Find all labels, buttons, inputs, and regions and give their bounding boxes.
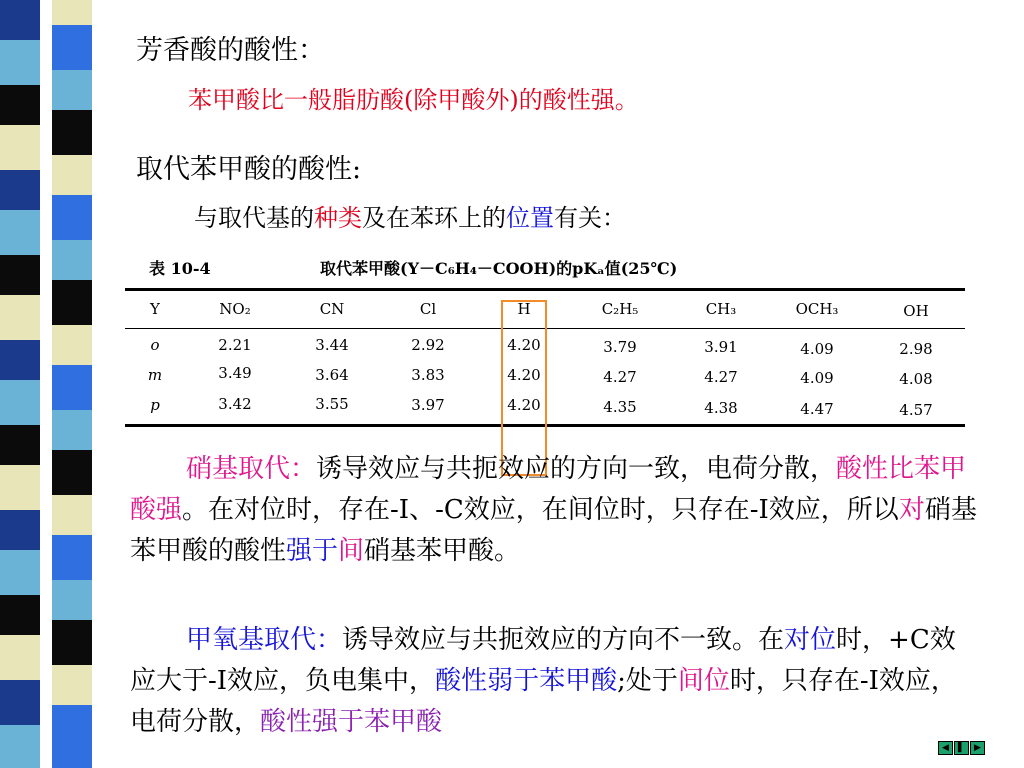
table-cell: 3.83	[411, 366, 445, 384]
table-cell: 3.79	[603, 338, 637, 356]
table-header: CN	[319, 300, 345, 318]
nitro-meta: 间	[338, 536, 365, 566]
methoxy-meta: 间位	[677, 666, 730, 696]
table-cell: 3.44	[315, 336, 349, 354]
table-cell: 4.27	[603, 368, 637, 386]
nitro-para: 对	[898, 495, 925, 525]
line2-position: 位置	[506, 204, 554, 232]
nitro-stronger-than: 强于	[286, 536, 339, 566]
line2-part-c: 及在苯环上的	[362, 204, 506, 232]
nitro-text-3: 硝基苯甲酸的酸性	[130, 495, 977, 566]
table-header: OCH₃	[795, 300, 839, 318]
table-cell: 3.91	[704, 338, 738, 356]
methoxy-weaker-acid: 酸性弱于苯甲酸	[435, 666, 618, 696]
statement-benzoic-acid: 苯甲酸比一般脂肪酸(除甲酸外)的酸性强。	[188, 86, 639, 114]
heading-substituted-benzoic-acidity: 取代苯甲酸的酸性:	[136, 154, 362, 185]
table-cell: 2.92	[411, 336, 445, 354]
table-cell: 3.49	[218, 364, 252, 382]
nav-prev-button[interactable]: ▌	[954, 741, 969, 755]
methoxy-label: 甲氧基取代：	[186, 625, 343, 655]
table-cell: 4.20	[507, 336, 541, 354]
table-caption-title: 取代苯甲酸(Y－C₆H₄－COOH)的pKₐ值(25℃)	[320, 259, 678, 278]
table-header: CH₃	[705, 300, 737, 318]
table-cell: 4.35	[603, 398, 637, 416]
table-header: NO₂	[219, 300, 251, 318]
paragraph-methoxy-substitution	[130, 620, 980, 743]
nitro-text-4: 硝基苯甲酸。	[364, 536, 521, 566]
table-top-rule	[125, 288, 965, 291]
methoxy-text-2: 时，+C效应大于-I效应，负电集中，	[130, 625, 956, 696]
line2-part-a: 与取代基的	[194, 204, 314, 232]
nav-first-button[interactable]: ◀	[938, 741, 953, 755]
table-cell: 3.64	[315, 366, 349, 384]
table-cell: 2.98	[899, 340, 933, 358]
pka-table	[125, 252, 965, 432]
table-header: OH	[903, 302, 929, 320]
heading-aromatic-acidity: 芳香酸的酸性：	[136, 35, 325, 66]
nav-next-button[interactable]: ▶	[970, 741, 985, 755]
methoxy-text-4: 时，只存在-I效应，电荷分散，	[130, 666, 957, 737]
table-cell: 4.20	[507, 366, 541, 384]
line2-part-e: 有关：	[554, 204, 626, 232]
table-header: H	[517, 300, 531, 318]
methoxy-text-1: 诱导效应与共扼效应的方向不一致。在	[342, 625, 785, 655]
table-cell: 2.21	[218, 336, 252, 354]
line2-kind: 种类	[314, 204, 362, 232]
decorative-side-strip	[0, 0, 116, 768]
methoxy-text-3: ;处于	[617, 666, 678, 696]
nitro-text-1: 诱导效应与共扼效应的方向一致，电荷分散，	[316, 454, 837, 484]
table-cell: 3.55	[315, 395, 349, 413]
table-cell: 3.42	[218, 395, 252, 413]
table-cell: 4.08	[899, 370, 933, 388]
table-cell: 4.20	[507, 396, 541, 414]
table-header: Cl	[419, 300, 437, 318]
nitro-label: 硝基取代：	[186, 454, 317, 484]
nitro-text-2: 。在对位时，存在-I、-C效应，在间位时，只存在-I效应，所以	[182, 495, 899, 525]
table-cell: 4.57	[899, 401, 933, 419]
table-cell: o	[150, 336, 160, 354]
table-header: Y	[150, 300, 160, 318]
methoxy-para: 对位	[784, 625, 837, 655]
methoxy-stronger-acid: 酸性强于苯甲酸	[260, 707, 443, 737]
nitro-stronger-acid: 酸性比苯甲酸强	[130, 454, 967, 525]
table-cell: 4.27	[704, 368, 738, 386]
table-cell: p	[150, 396, 160, 414]
table-cell: 4.47	[800, 400, 834, 418]
table-cell: 4.09	[800, 369, 834, 387]
table-cell: 4.38	[704, 399, 738, 417]
table-caption-number: 表 10-4	[149, 259, 211, 278]
table-cell: 4.09	[800, 340, 834, 358]
table-header: C₂H₅	[601, 300, 639, 318]
table-cell: m	[147, 366, 163, 384]
paragraph-nitro-substitution	[130, 449, 980, 572]
table-cell: 3.97	[411, 396, 445, 414]
statement-substituent-dependence	[194, 198, 626, 233]
